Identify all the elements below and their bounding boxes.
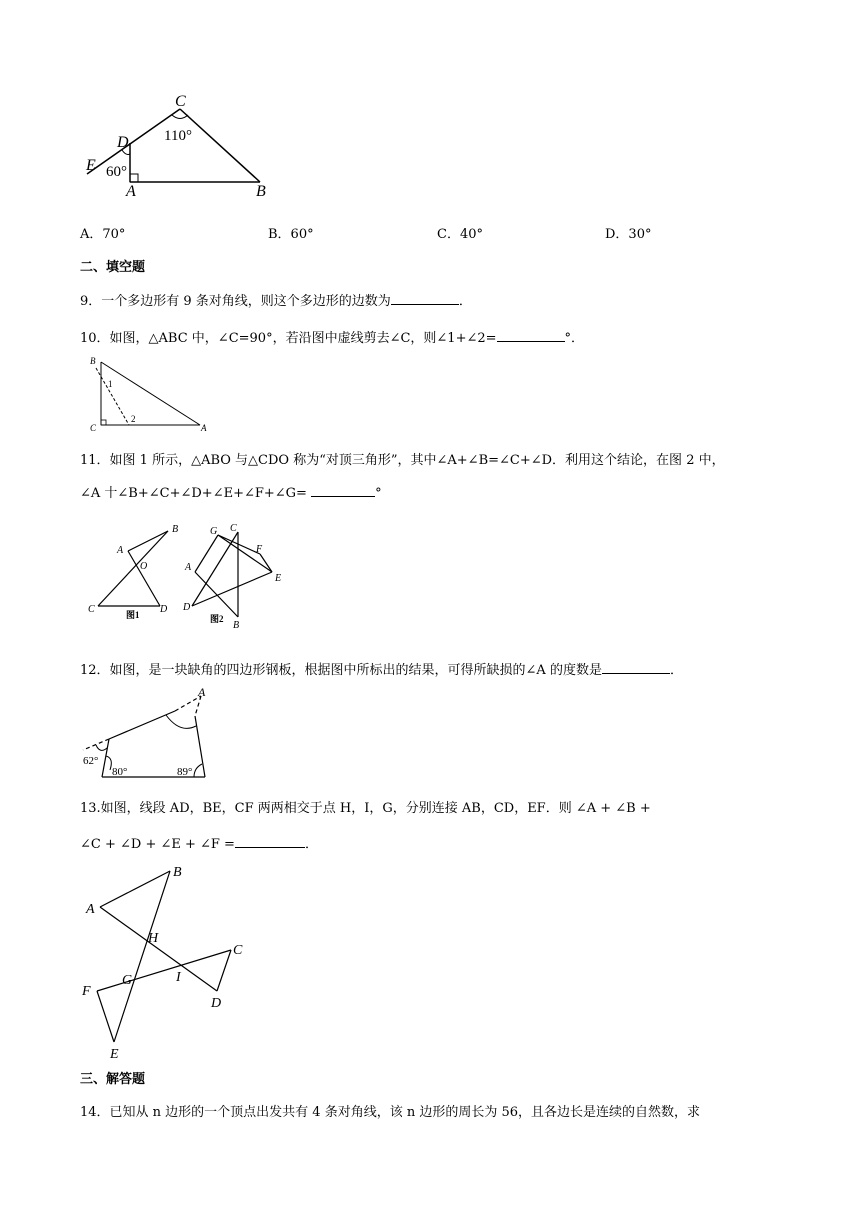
q9-text: 9．一个多边形有 9 条对角线，则这个多边形的边数为 [80, 294, 391, 309]
question-12 [80, 660, 683, 680]
question-11-line2 [80, 483, 382, 503]
q8-option-c: C．40° [437, 227, 483, 242]
fig8-label-d: D [117, 134, 129, 151]
q8-option-a: A．70° [80, 227, 126, 242]
fig13-label-b: B [173, 865, 182, 880]
fig10-label-b: B [90, 356, 96, 366]
fig13-label-f: F [82, 984, 91, 999]
fig11b-label-c: C [230, 523, 237, 534]
fig11a-caption: 图1 [126, 610, 140, 620]
fig13-label-c: C [233, 943, 243, 958]
q9-end: ． [458, 294, 472, 309]
q10-answer-blank[interactable] [497, 328, 565, 342]
q13-text: ∠C + ∠D + ∠E + ∠F = [80, 837, 235, 852]
figure-q11-2 [180, 520, 290, 630]
figure-q10 [86, 354, 211, 434]
fig8-label-e: E [86, 157, 96, 174]
fig10-label-a: A [201, 423, 207, 433]
q14-text: 14．已知从 n 边形的一个顶点出发共有 4 条对角线，该 n 边形的周长为 56，且各边长是连续的自然数，求 [80, 1105, 701, 1120]
fig8-angle-d: 60° [106, 164, 127, 180]
fig11a-label-o: O [140, 561, 148, 572]
q13-end: ． [304, 837, 318, 852]
fig11a-label-d: D [160, 604, 168, 615]
q11-answer-blank[interactable] [311, 483, 375, 497]
fig13-label-d: D [211, 996, 222, 1011]
question-10 [80, 328, 584, 348]
fig11a-label-b: B [172, 524, 179, 535]
fig10-label-1: 1 [108, 379, 113, 389]
fig11b-label-b: B [233, 620, 240, 631]
q13-line1: 13.如图，线段 AD，BE，CF 两两相交于点 H，I，G，分别连接 AB，CD，EF．则 ∠A + ∠B + [80, 801, 651, 816]
figure-q8 [80, 90, 280, 205]
fig12-angle-80: 80° [112, 766, 128, 778]
q12-text: 12．如图，是一块缺角的四边形钢板，根据图中所标出的结果，可得所缺损的∠A 的度数是 [80, 663, 602, 678]
figure-q13 [80, 860, 260, 1060]
fig13-label-g: G [122, 973, 133, 988]
fig11b-label-e: E [275, 573, 282, 584]
fig11b-label-d: D [183, 602, 191, 613]
q11-line1: 11．如图 1 所示，△ABO 与△CDO 称为“对顶三角形”，其中∠A+∠B=∠C+∠D．利用这个结论，在图 2 中， [80, 453, 725, 468]
fig11b-caption: 图2 [210, 614, 224, 624]
section-fill-in-heading: 二、填空题 [80, 260, 146, 275]
figure-q12 [80, 684, 220, 784]
section-answer-heading: 三、解答题 [80, 1072, 146, 1087]
fig8-label-b: B [256, 183, 266, 200]
q10-text: 10．如图，△ABC 中，∠C=90°，若沿图中虚线剪去∠C，则∠1+∠2= [80, 331, 497, 346]
fig13-label-i: I [176, 970, 181, 985]
figure-q11-1 [80, 520, 190, 625]
fig13-label-e: E [110, 1047, 119, 1062]
fig8-angle-c: 110° [164, 128, 192, 144]
q11-text: ∠A 十∠B+∠C+∠D+∠E+∠F+∠G= [80, 486, 307, 501]
fig11b-label-f: F [256, 544, 263, 555]
q9-answer-blank[interactable] [391, 291, 459, 305]
fig11b-label-a: A [185, 562, 192, 573]
fig11a-label-c: C [88, 604, 95, 615]
fig11a-label-a: A [117, 545, 124, 556]
q13-answer-blank[interactable] [235, 834, 305, 848]
fig11b-label-g: G [210, 526, 218, 537]
fig8-label-a: A [126, 183, 136, 200]
fig12-label-a: A [198, 685, 206, 699]
fig12-angle-62: 62° [83, 755, 99, 767]
q12-answer-blank[interactable] [602, 660, 670, 674]
fig13-label-a: A [86, 902, 95, 917]
fig13-label-h: H [148, 931, 159, 946]
fig10-label-c: C [90, 423, 97, 433]
fig10-label-2: 2 [131, 414, 136, 424]
question-9 [80, 291, 472, 311]
fig8-label-c: C [175, 93, 186, 110]
q12-end: ． [669, 663, 683, 678]
q8-option-d: D．30° [605, 227, 652, 242]
q8-option-b: B．60° [268, 227, 314, 242]
q10-end: °． [564, 331, 585, 346]
fig12-angle-89: 89° [177, 766, 193, 778]
q11-end: ° [375, 486, 382, 501]
question-13-line2 [80, 834, 318, 854]
